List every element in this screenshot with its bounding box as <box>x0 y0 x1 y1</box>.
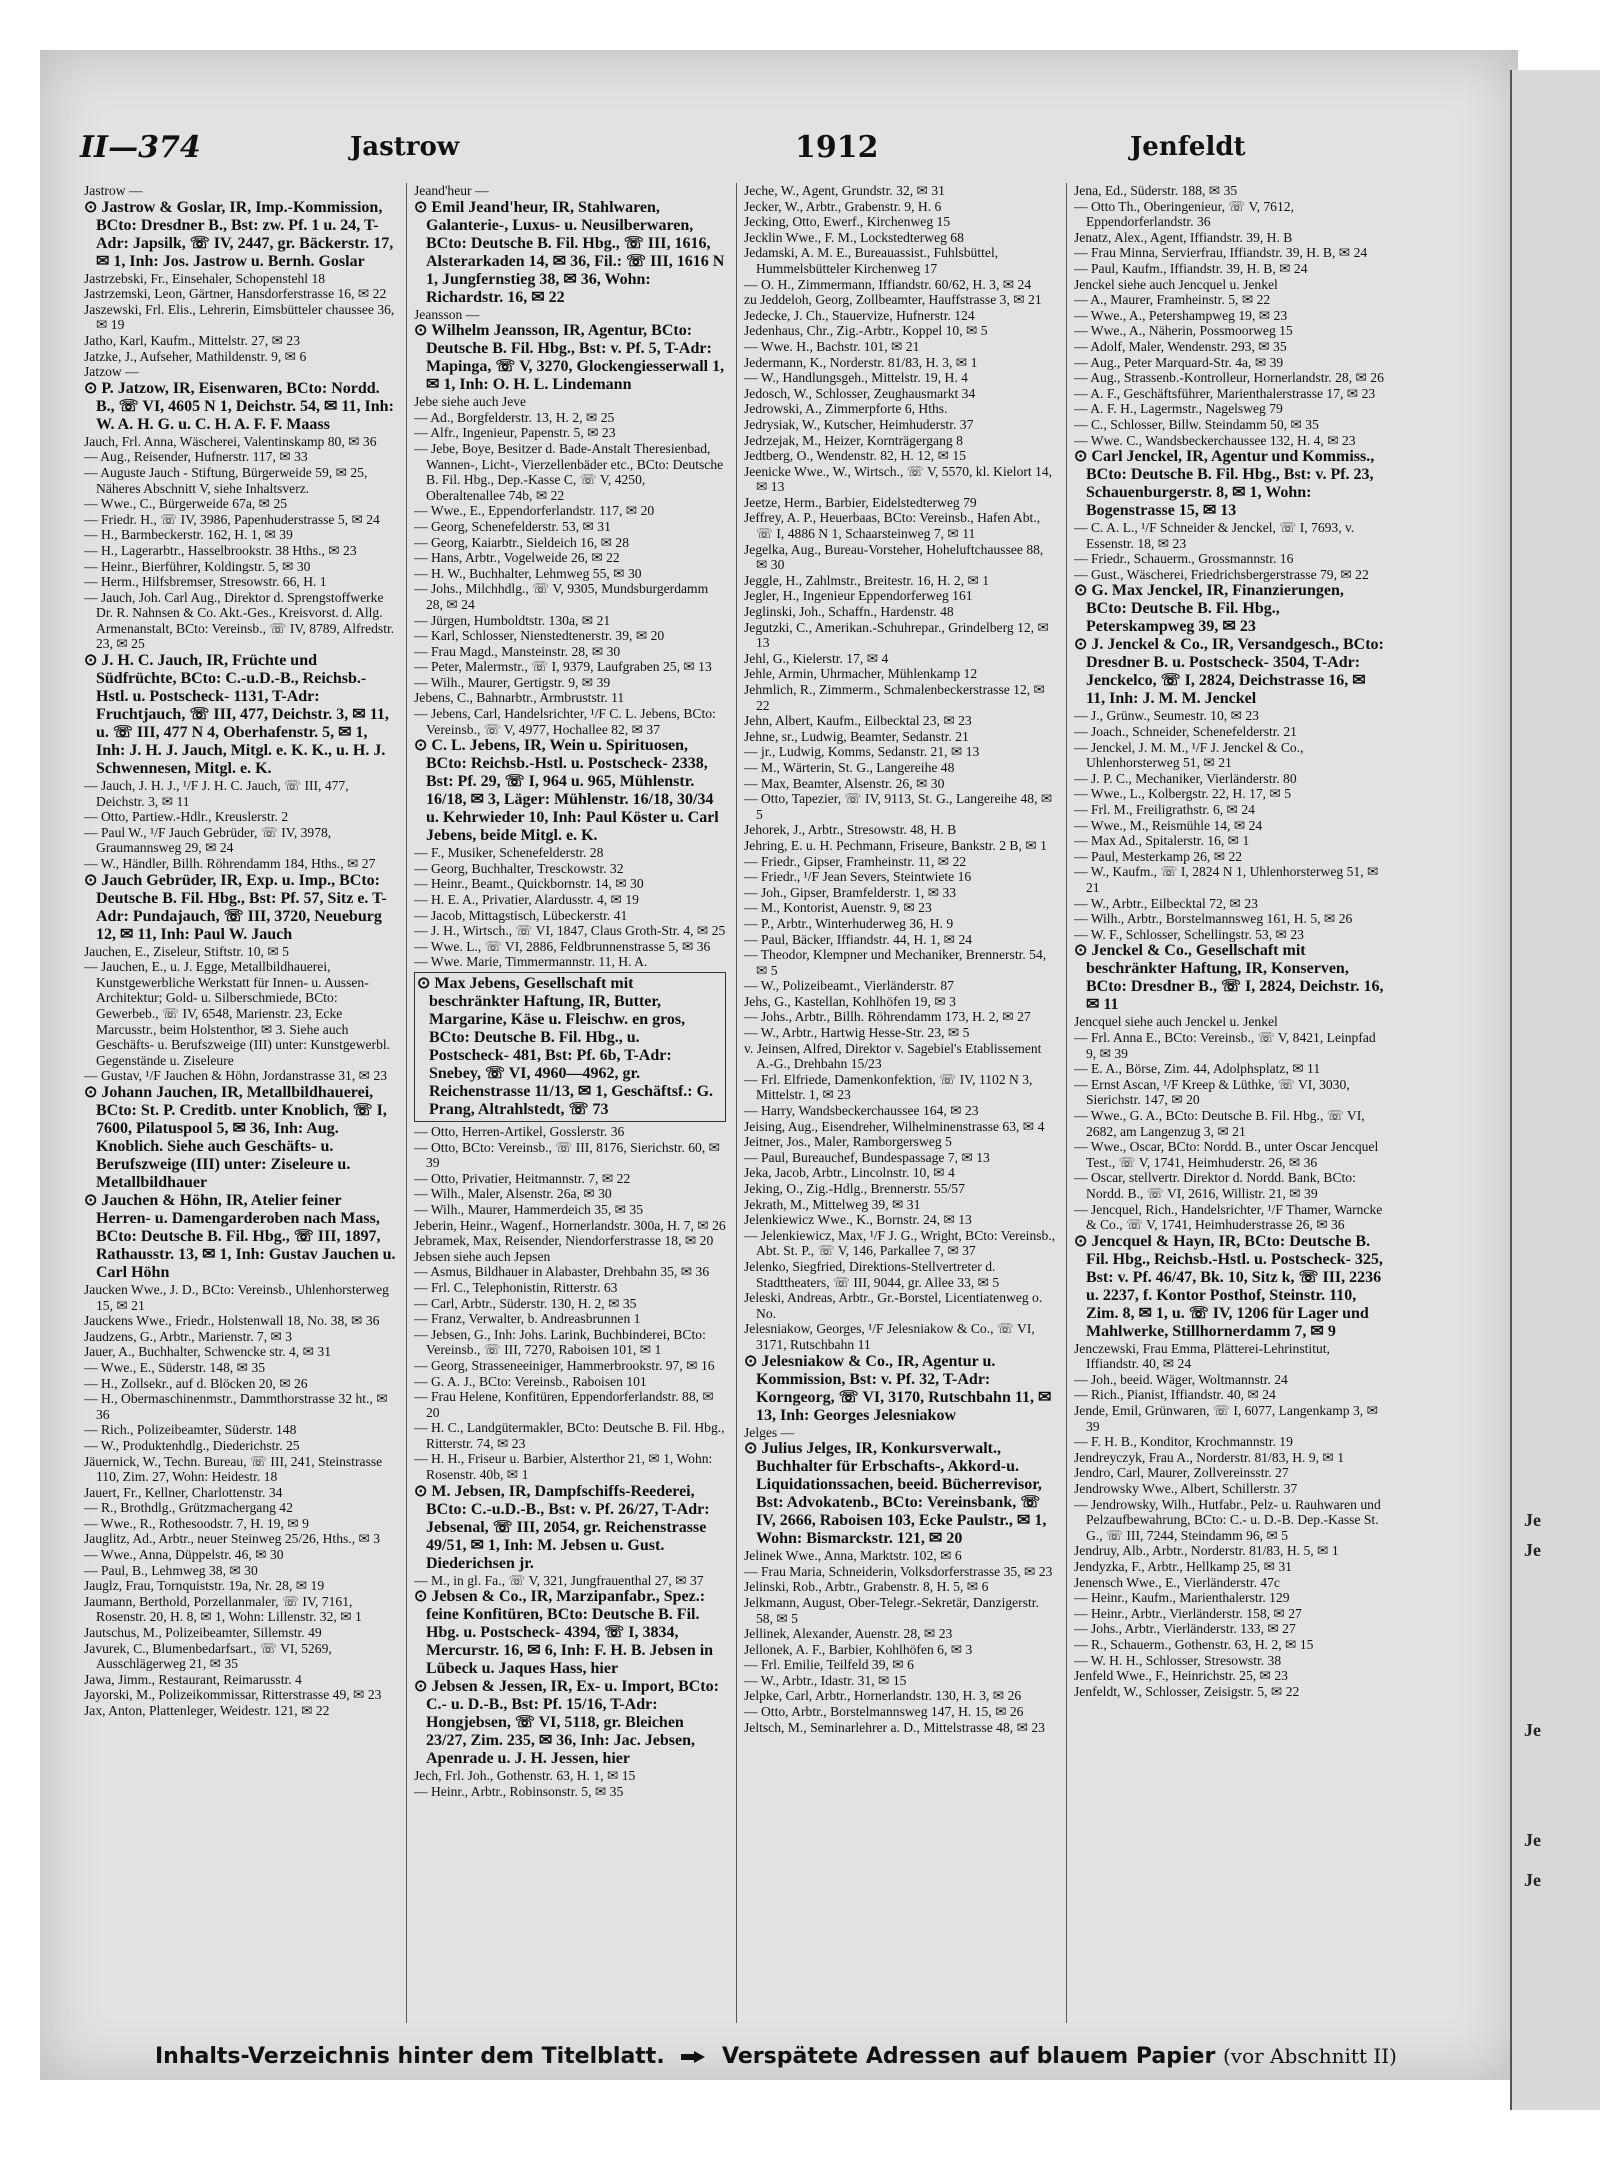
directory-entry: — Ernst Ascan, ¹/F Kreep & Lüthke, ☏ VI, 3030, Sierichstr. 147, ✉ 20 <box>1074 1076 1350 1108</box>
directory-entry: Jatzow — <box>84 364 139 380</box>
directory-entry: — Frau Magd., Mansteinstr. 28, ✉ 30 <box>414 643 621 659</box>
directory-entry: — W., Arbtr., Hartwig Hesse-Str. 23, ✉ 5 <box>744 1025 970 1041</box>
column-divider <box>736 183 737 2023</box>
page-header <box>80 130 1246 170</box>
directory-entry: Jauglz, Frau, Tornquiststr. 19a, Nr. 28, ✉ 19 <box>84 1578 325 1594</box>
directory-entry: Jebe siehe auch Jeve <box>414 394 527 410</box>
directory-entry: — Wwe., C., Bürgerweide 67a, ✉ 25 <box>84 496 288 512</box>
firm-entry: ⊙ J. H. C. Jauch, IR, Früchte und Südfrüchte, BCto: C.-u.D.-B., Reichsb.-Hstl. u. Postscheck- 1131, T-Adr: Fruchtjauch, ☏ III, 477, Deichstr. 3, ✉ 11, u. ☏ III, 477 N 4, Oberhafenstr. 5, ✉ 1, Inh: J. H. J. Jauch, Mitgl. e. K. K., u. H. J. Schwennesen, Mitgl. e. K. <box>84 652 389 778</box>
page-number: II—374 <box>80 130 201 165</box>
directory-entry: — M., Wärterin, St. G., Langereihe 48 <box>744 759 955 775</box>
directory-entry: — Paul, Mesterkamp 26, ✉ 22 <box>1074 848 1243 864</box>
directory-entry: — F., Musiker, Schenefelderstr. 28 <box>414 845 604 861</box>
directory-entry: Jedrzejak, M., Heizer, Kornträgergang 8 <box>744 432 963 448</box>
directory-entry: — Adolf, Maler, Wendenstr. 293, ✉ 35 <box>1074 338 1287 354</box>
directory-entry: Jedtberg, O., Wendenstr. 82, H. 12, ✉ 15 <box>744 448 966 464</box>
directory-entry: Jehne, sr., Ludwig, Beamter, Sedanstr. 21 <box>744 728 969 744</box>
firm-entry: ⊙ Emil Jeand'heur, IR, Stahlwaren, Galanterie-, Luxus- u. Neusilberwaren, BCto: Deutsche B. Fil. Hbg., ☏ III, 1616, Alsterarkaden 14, ✉ 36, Fil.: ☏ III, 1616 N 1, Jungfernstieg 38, ✉ 36, Wohn: Richardstr. 16, ✉ 22 <box>414 198 725 306</box>
firm-entry: ⊙ Max Jebens, Gesellschaft mit beschränkter Haftung, IR, Butter, Margarine, Käse u. Fleischw. en gros, BCto: Deutsche B. Fil. Hbg., u. Postscheck- 481, Bst: Pf. 6b, T-Adr: Snebey, ☏ VI, 4960—4962, gr. Reichenstrasse 11/13, ✉ 1, Geschäftsf.: G. Prang, Altrahlstedt, ☏ 73 <box>414 972 726 1122</box>
directory-entry: — Wilh., Maurer, Hammerdeich 35, ✉ 35 <box>414 1201 644 1217</box>
directory-entry: — Rich., Polizeibeamter, Süderstr. 148 <box>84 1422 297 1438</box>
directory-entry: Jendrowsky Wwe., Albert, Schillerstr. 37 <box>1074 1481 1298 1497</box>
directory-entry: — Wwe., E., Eppendorferlandstr. 117, ✉ 20 <box>414 503 655 519</box>
directory-entry: — J. H., Wirtsch., ☏ VI, 1847, Claus Groth-Str. 4, ✉ 25 <box>414 923 726 939</box>
directory-entry: Jecklin Wwe., F. M., Lockstedterweg 68 <box>744 229 964 245</box>
directory-entry: — Jauch, J. H. J., ¹/F J. H. C. Jauch, ☏ III, 477, Deichstr. 3, ✉ 11 <box>84 778 349 809</box>
directory-entry: — Wwe., Anna, Düppelstr. 46, ✉ 30 <box>84 1547 284 1563</box>
directory-entry: Jegutzki, C., Amerikan.-Schuhrepar., Grindelberg 12, ✉ 13 <box>744 619 1049 651</box>
firm-entry: ⊙ Jencquel & Hayn, IR, BCto: Deutsche B. Fil. Hbg., Reichsb.-Hstl. u. Postscheck- 325, Bst: v. Pf. 46/47, Bk. 10, Sitz k, ☏ III, 2236 u. 2237, f. Kontor Posthof, Steinstr. 110, Zim. 8, ✉ 1, u. ☏ IV, 1206 für Lager und Mahlwerke, Stillhornerdamm 7, ✉ 9 <box>1074 1232 1383 1340</box>
directory-entry: Jebens, C., Bahnarbtr., Armbruststr. 11 <box>414 690 625 706</box>
directory-entry: — C. A. L., ¹/F Schneider & Jenckel, ☏ I, 7693, v. Essenstr. 18, ✉ 23 <box>1074 520 1355 551</box>
directory-entry: Jeenicke Wwe., W., Wirtsch., ☏ V, 5570, kl. Kielort 14, ✉ 13 <box>744 463 1053 495</box>
firm-entry: ⊙ Jelesniakow & Co., IR, Agentur u. Kommission, Bst: v. Pf. 32, T-Adr: Korngeorg, ☏ VI, 3170, Rutschbahn 11, ✉ 13, Inh: Georges Jelesniakow <box>744 1352 1052 1424</box>
directory-entry: — Georg, Buchhalter, Tresckowstr. 32 <box>414 860 624 876</box>
directory-entry: Jebsen siehe auch Jepsen <box>414 1248 551 1264</box>
directory-entry: — Aug., Strassenb.-Kontrolleur, Hornerlandstr. 28, ✉ 26 <box>1074 370 1384 386</box>
directory-entry: — Joh., beeid. Wäger, Woltmannstr. 24 <box>1074 1371 1288 1387</box>
directory-entry: — Otto, Herren-Artikel, Gosslerstr. 36 <box>414 1124 625 1139</box>
directory-entry: — Asmus, Bildhauer in Alabaster, Drehbahn 35, ✉ 36 <box>414 1264 710 1280</box>
directory-entry: — Georg, Strasseneeiniger, Hammerbrookstr. 97, ✉ 16 <box>414 1357 715 1373</box>
directory-entry: — M., Kontorist, Auenstr. 9, ✉ 23 <box>744 900 932 916</box>
directory-entry: — Wwe. C., Wandsbeckerchaussee 132, H. 4, ✉ 23 <box>1074 432 1356 448</box>
directory-entry: — Otto, Partiew.-Hdlr., Kreuslerstr. 2 <box>84 809 289 825</box>
directory-entry: Jena, Ed., Süderstr. 188, ✉ 35 <box>1074 183 1238 198</box>
directory-entry: — Hans, Arbtr., Vogelweide 26, ✉ 22 <box>414 550 620 566</box>
directory-entry: Jebramek, Max, Reisender, Niendorferstrasse 18, ✉ 20 <box>414 1233 714 1249</box>
directory-entry: Jedrysiak, W., Kutscher, Heimhuderstr. 37 <box>744 416 974 432</box>
directory-entry: — H., Lagerarbtr., Hasselbrookstr. 38 Hths., ✉ 23 <box>84 542 357 558</box>
directory-entry: — Otto Th., Oberingenieur, ☏ V, 7612, Eppendorferlandstr. 36 <box>1074 198 1294 230</box>
directory-entry: Jende, Emil, Grünwaren, ☏ I, 6077, Langenkamp 3, ✉ 39 <box>1074 1403 1378 1434</box>
directory-entry: v. Jeinsen, Alfred, Direktor v. Sagebiel's Etablissement A.-G., Drehbahn 15/23 <box>744 1040 1042 1072</box>
directory-entry: — Friedr., Gipser, Framheinstr. 11, ✉ 22 <box>744 853 967 869</box>
directory-entry: Jelkmann, August, Ober-Telegr.-Sekretär, Danzigerstr. 58, ✉ 5 <box>744 1594 1039 1626</box>
directory-entry: — W., Arbtr., Idastr. 31, ✉ 15 <box>744 1672 907 1688</box>
directory-entry: — M., in gl. Fa., ☏ V, 321, Jungfrauenthal 27, ✉ 37 <box>414 1572 704 1588</box>
directory-entry: — Wilh., Maurer, Gertigstr. 9, ✉ 39 <box>414 674 611 690</box>
header-left-catchword: Jastrow <box>350 132 460 162</box>
directory-entry: Jecker, W., Arbtr., Grabenstr. 9, H. 6 <box>744 198 942 214</box>
directory-entry: — R., Brothdlg., Grützmachergang 42 <box>84 1500 293 1516</box>
directory-entry: — Jauch, Joh. Carl Aug., Direktor d. Sprengstoffwerke Dr. R. Nahnsen & Co. Akt.-Ges., Kreisvorst. d. Allg. Armenanstalt, BCto: Vereinsb., ☏ IV, 8789, Alfredstr. 23, ✉ 25 <box>84 589 395 652</box>
firm-entry: ⊙ Jauchen & Höhn, IR, Atelier feiner Herren- u. Damengarderoben nach Mass, BCto: Deutsche B. Fil. Hbg., ☏ III, 1897, Rathausstr. 13, ✉ 1, Inh: Gustav Jauchen u. Carl Höhn <box>84 1191 396 1281</box>
directory-entry: Jaumann, Berthold, Porzellanmaler, ☏ IV, 7161, Rosenstr. 20, H. 8, ✉ 1, Wohn: Lillenstr. 32, ✉ 1 <box>84 1593 362 1625</box>
directory-entry: Jäuernick, W., Techn. Bureau, ☏ III, 241, Steinstrasse 110, Zim. 27, Wohn: Heidestr. 18 <box>84 1453 383 1485</box>
directory-entry: Jauch, Frl. Anna, Wäscherei, Valentinskamp 80, ✉ 36 <box>84 433 377 449</box>
directory-entry: — Jürgen, Humboldtstr. 130a, ✉ 21 <box>414 612 611 628</box>
directory-entry: Jeleski, Andreas, Arbtr., Gr.-Borstel, Licentiatenweg o. No. <box>744 1290 1043 1321</box>
directory-entry: — W. F., Schlosser, Schellingstr. 53, ✉ 23 <box>1074 926 1304 942</box>
directory-entry: — Joh., Gipser, Bramfelderstr. 1, ✉ 33 <box>744 884 957 900</box>
directory-entry: Jenatz, Alex., Agent, Iffiandstr. 39, H. B <box>1074 229 1293 245</box>
directory-entry: — Carl, Arbtr., Süderstr. 130, H. 2, ✉ 35 <box>414 1295 637 1311</box>
directory-entry: Jaucken Wwe., J. D., BCto: Vereinsb., Uhlenhorsterweg 15, ✉ 21 <box>84 1281 389 1313</box>
directory-entry: — Frl. M., Freiligrathstr. 6, ✉ 24 <box>1074 802 1255 818</box>
directory-entry: Jeitner, Jos., Maler, Ramborgersweg 5 <box>744 1134 952 1150</box>
footer-section-note: (vor Abschnitt II) <box>1222 2044 1397 2068</box>
directory-entry: — Heinr., Beamt., Quickbornstr. 14, ✉ 30 <box>414 876 644 892</box>
directory-entry: Jehmlich, R., Zimmerm., Schmalenbeckerstrasse 12, ✉ 22 <box>744 682 1045 713</box>
directory-entry: Jeffrey, A. P., Heuerbaas, BCto: Vereinsb., Hafen Abt., ☏ I, 4886 N 1, Schaarsteinweg 7, ✉ 11 <box>744 510 1041 542</box>
firm-entry: ⊙ Carl Jenckel, IR, Agentur und Kommiss., BCto: Deutsche B. Fil. Hbg., Bst: v. Pf. 23, Schauenburgerstr. 8, ✉ 1, Wohn: Bogenstrasse 15, ✉ 13 <box>1074 448 1375 520</box>
directory-entry: Jendyzka, F., Arbtr., Hellkamp 25, ✉ 31 <box>1074 1559 1292 1574</box>
directory-column-3 <box>744 183 1056 2023</box>
firm-entry: ⊙ Johann Jauchen, IR, Metallbildhauerei, BCto: St. P. Creditb. unter Knoblich, ☏ I, 7600, Pilatuspool 5, ✉ 36, Inh: Aug. Knoblich. Siehe auch Geschäfts- u. Berufszweige (III) unter: Ziseleure u. Metallbildhauer <box>84 1083 387 1191</box>
directory-entry: — Friedr., ¹/F Jean Severs, Steintwiete 16 <box>744 869 972 885</box>
directory-entry: Jelinek Wwe., Anna, Marktstr. 102, ✉ 6 <box>744 1548 962 1564</box>
directory-entry: Jaszewski, Frl. Elis., Lehrerin, Eimsbütteler chaussee 36, ✉ 19 <box>84 301 395 333</box>
directory-entry: — Friedr. H., ☏ IV, 3986, Papenhuderstrasse 5, ✉ 24 <box>84 511 380 527</box>
firm-entry: ⊙ Jenckel & Co., Gesellschaft mit beschränkter Haftung, IR, Konserven, BCto: Dresdner B., ☏ I, 2824, Deichstr. 16, ✉ 11 <box>1074 942 1384 1014</box>
directory-entry: Jayorski, M., Polizeikommissar, Ritterstrasse 49, ✉ 23 <box>84 1687 382 1703</box>
directory-entry: — Peter, Malermstr., ☏ I, 9379, Laufgraben 25, ✉ 13 <box>414 659 712 675</box>
directory-entry: — Frau Helene, Konfitüren, Eppendorferlandstr. 88, ✉ 20 <box>414 1389 714 1420</box>
directory-entry: Jastrzemski, Leon, Gärtner, Hansdorferstrasse 16, ✉ 22 <box>84 286 387 302</box>
directory-entry: — jr., Ludwig, Komms, Sedanstr. 21, ✉ 13 <box>744 744 980 760</box>
directory-entry: — Max Ad., Spitalerstr. 16, ✉ 1 <box>1074 833 1250 849</box>
directory-entry: — W., Produktenhdlg., Diederichstr. 25 <box>84 1437 300 1453</box>
pointing-hand-icon <box>680 2050 706 2064</box>
firm-entry: ⊙ Jebsen & Co., IR, Marzipanfabr., Spez.: feine Konfitüren, BCto: Deutsche B. Fil. Hbg. u. Postscheck- 4394, ☏ I, 3834, Mercurstr. 16, ✉ 6, Inh: F. H. B. Jebsen in Lübeck u. Jaques Hass, hier <box>414 1588 714 1678</box>
directory-entry: — A., Maurer, Framheinstr. 5, ✉ 22 <box>1074 292 1271 308</box>
directory-entry: Jax, Anton, Plattenleger, Weidestr. 121, ✉ 22 <box>84 1703 330 1718</box>
directory-entry: — Aug., Reisender, Hufnerstr. 117, ✉ 33 <box>84 449 308 465</box>
directory-entry: Jauckens Wwe., Friedr., Holstenwall 18, No. 38, ✉ 36 <box>84 1313 380 1329</box>
directory-entry: — J. P. C., Mechaniker, Vierländerstr. 80 <box>1074 770 1297 786</box>
directory-entry: Jehn, Albert, Kaufm., Eilbecktal 23, ✉ 23 <box>744 713 972 729</box>
directory-entry: — Alfr., Ingenieur, Papenstr. 5, ✉ 23 <box>414 425 616 441</box>
directory-entry: — H., Barmbeckerstr. 162, H. 1, ✉ 39 <box>84 527 293 543</box>
directory-entry: — Otto, Privatier, Heitmannstr. 7, ✉ 22 <box>414 1170 631 1186</box>
directory-entry: Jecking, Otto, Ewerf., Kirchenweg 15 <box>744 214 951 230</box>
directory-entry: — Ad., Borgfelderstr. 13, H. 2, ✉ 25 <box>414 409 615 425</box>
directory-entry: Jendruy, Alb., Arbtr., Norderstr. 81/83, H. 5, ✉ 1 <box>1074 1543 1339 1559</box>
directory-entry: — W. H. H., Schlosser, Stresowstr. 38 <box>1074 1652 1282 1668</box>
directory-entry: Jelesniakow, Georges, ¹/F Jelesniakow & Co., ☏ VI, 3171, Rutschbahn 11 <box>744 1321 1035 1352</box>
directory-entry: — H. C., Landgütermakler, BCto: Deutsche B. Fil. Hbg., Ritterstr. 74, ✉ 23 <box>414 1420 725 1451</box>
directory-entry: — Frau Maria, Schneiderin, Volksdorferstrasse 35, ✉ 23 <box>744 1563 1053 1579</box>
directory-entry: — Paul, Kaufm., Iffiandstr. 39, H. B, ✉ 24 <box>1074 260 1308 276</box>
header-year: 1912 <box>795 130 879 165</box>
directory-entry: — Jelenkiewicz, Max, ¹/F J. G., Wright, BCto: Vereinsb., Abt. St. P., ☏ V, 146, Parkallee 7, ✉ 37 <box>744 1227 1056 1259</box>
directory-entry: Jatho, Karl, Kaufm., Mittelstr. 27, ✉ 23 <box>84 332 301 348</box>
directory-entry: — A. F. H., Lagermstr., Nagelsweg 79 <box>1074 401 1283 417</box>
directory-entry: — Wilh., Maler, Alsenstr. 26a, ✉ 30 <box>414 1186 612 1202</box>
directory-entry: Jautschus, M., Polizeibeamter, Sillemstr. 49 <box>84 1625 322 1641</box>
directory-entry: Jastrzebski, Fr., Einsehaler, Schopenstehl 18 <box>84 270 326 286</box>
directory-entry: — Wwe. L., ☏ VI, 2886, Feldbrunnenstrasse 5, ✉ 36 <box>414 938 711 954</box>
directory-entry: Jauglitz, Ad., Arbtr., neuer Steinweg 25/26, Hths., ✉ 3 <box>84 1531 381 1547</box>
firm-entry: ⊙ P. Jatzow, IR, Eisenwaren, BCto: Nordd. B., ☏ VI, 4605 N 1, Deichstr. 54, ✉ 11, Inh: W. A. H. G. u. C. H. A. F. F. Maass <box>84 379 394 433</box>
directory-entry: — Paul, B., Lehmweg 38, ✉ 30 <box>84 1562 258 1578</box>
firm-entry: ⊙ C. L. Jebens, IR, Wein u. Spirituosen, BCto: Reichsb.-Hstl. u. Postscheck- 2338, Bst: Pf. 29, ☏ I, 964 u. 965, Mühlenstr. 16/18, ✉ 3, Läger: Mühlenstr. 16/18, 30/34 u. Kehrwieder 10, Inh: Paul Köster u. Carl Jebens, beide Mitgl. e. K. <box>414 737 719 845</box>
directory-entry: Jelpke, Carl, Arbtr., Hornerlandstr. 130, H. 3, ✉ 26 <box>744 1688 1022 1704</box>
directory-entry: — H., Zollsekr., auf d. Blöcken 20, ✉ 26 <box>84 1375 308 1391</box>
directory-entry: — H. W., Buchhalter, Lehmweg 55, ✉ 30 <box>414 565 642 581</box>
directory-entry: — Heinr., Bierführer, Koldingstr. 5, ✉ 30 <box>84 558 311 574</box>
directory-entry: — Paul, Bäcker, Iffiandstr. 44, H. 1, ✉ 24 <box>744 931 973 947</box>
adjacent-page-fragment: Je <box>1524 1870 1541 1890</box>
directory-entry: — Friedr., Schauerm., Grossmannstr. 16 <box>1074 551 1294 567</box>
directory-entry: Jedenhaus, Chr., Zig.-Arbtr., Koppel 10, ✉ 5 <box>744 323 988 339</box>
directory-entry: Jeggle, H., Zahlmstr., Breitestr. 16, H. 2, ✉ 1 <box>744 572 990 588</box>
directory-entry: — Wwe., E., Süderstr. 148, ✉ 35 <box>84 1359 266 1375</box>
firm-entry: ⊙ Wilhelm Jeansson, IR, Agentur, BCto: Deutsche B. Fil. Hbg., Bst: v. Pf. 5, T-Adr: Mapinga, ☏ V, 3270, Glockengiesserwall 1, ✉ 1, Inh: O. H. L. Lindemann <box>414 322 725 394</box>
directory-entry: — Jenckel, J. M. M., ¹/F J. Jenckel & Co., Uhlenhorsterweg 51, ✉ 21 <box>1074 739 1304 771</box>
directory-entry: — W., Handlungsgeh., Mittelstr. 19, H. 4 <box>744 370 968 386</box>
directory-entry: — Wwe., R., Rothesoodstr. 7, H. 19, ✉ 9 <box>84 1515 309 1531</box>
directory-entry: — Heinr., Arbtr., Robinsonstr. 5, ✉ 35 <box>414 1783 624 1799</box>
directory-entry: Jellonek, A. F., Barbier, Kohlhöfen 6, ✉ 3 <box>744 1641 973 1657</box>
directory-entry: — H. E. A., Privatier, Alardusstr. 4, ✉ 19 <box>414 892 639 908</box>
directory-entry: — Otto, Tapezier, ☏ IV, 9113, St. G., Langereihe 48, ✉ 5 <box>744 791 1053 822</box>
directory-entry: Jehl, G., Kielerstr. 17, ✉ 4 <box>744 650 889 666</box>
footer-index-note: Inhalts-Verzeichnis hinter dem Titelblatt. <box>155 2044 665 2069</box>
directory-entry: Jedrowski, A., Zimmerpforte 6, Hths. <box>744 401 948 417</box>
directory-column-4 <box>1074 183 1386 2023</box>
directory-entry: — Jebe, Boye, Besitzer d. Bade-Anstalt Theresienbad, Wannen-, Licht-, Vierzellenbäder etc., BCto: Deutsche B. Fil. Hbg., Dep.-Kasse C, ☏ V, 4250, Oberaltenallee 74b, ✉ 22 <box>414 440 724 503</box>
directory-entry: Jeka, Jacob, Arbtr., Lincolnstr. 10, ✉ 4 <box>744 1165 955 1181</box>
firm-entry: ⊙ G. Max Jenckel, IR, Finanzierungen, BCto: Deutsche B. Fil. Hbg., Peterskampweg 39, ✉ 23 <box>1074 582 1344 636</box>
directory-entry: — Max, Beamter, Alsenstr. 26, ✉ 30 <box>744 775 945 791</box>
directory-entry: — Wwe. Marie, Timmermannstr. 11, H. A. <box>414 954 648 970</box>
directory-entry: Jegelka, Aug., Bureau-Vorsteher, Hoheluftchaussee 88, ✉ 30 <box>744 541 1044 573</box>
directory-entry: — R., Schauerm., Gothenstr. 63, H. 2, ✉ 15 <box>1074 1636 1314 1652</box>
directory-entry: — Frl. Emilie, Teilfeld 39, ✉ 6 <box>744 1657 914 1673</box>
adjacent-page-fragment: Je <box>1524 1540 1541 1560</box>
directory-entry: Jedosch, W., Schlosser, Zeughausmarkt 34 <box>744 385 976 401</box>
directory-entry: — F. H. B., Konditor, Krochmannstr. 19 <box>1074 1434 1293 1450</box>
directory-entry: — W., Kaufm., ☏ I, 2824 N 1, Uhlenhorsterweg 51, ✉ 21 <box>1074 864 1379 895</box>
directory-entry: Jehorek, J., Arbtr., Stresowstr. 48, H. B <box>744 822 957 838</box>
directory-entry: — Jauchen, E., u. J. Egge, Metallbildhauerei, Kunstgewerbliche Werkstatt für Innen- u. Aussen-Architektur; Gold- u. Silberschmiede, BCto: Gewerbeb., ☏ IV, 6548, Marienstr. 23, Ecke Marcusstr., beim Holstenthor, ✉ 3. Siehe auch Geschäfts- u. Berufszweige (III) unter: Kunstgewerbl. Gegenstände u. Ziseleure <box>84 959 391 1068</box>
directory-entry: — J., Grünw., Seumestr. 10, ✉ 23 <box>1074 708 1259 724</box>
directory-entry: Jawa, Jimm., Restaurant, Reimarusstr. 4 <box>84 1671 302 1687</box>
directory-entry: — W., Polizeibeamt., Vierländerstr. 87 <box>744 978 954 994</box>
directory-entry: — Johs., Milchhdlg., ☏ V, 9305, Mundsburgerdamm 28, ✉ 24 <box>414 581 709 612</box>
page-footer <box>155 2044 1397 2084</box>
header-right-catchword: Jenfeldt <box>1130 132 1246 162</box>
directory-entry: — O. H., Zimmermann, Iffiandstr. 60/62, H. 3, ✉ 24 <box>744 276 1032 292</box>
directory-entry: — Theodor, Klempner und Mechaniker, Brennerstr. 54, ✉ 5 <box>744 947 1047 978</box>
directory-entry: Jekrath, M., Mittelweg 39, ✉ 31 <box>744 1196 921 1212</box>
adjacent-page-fragment: Je <box>1524 1830 1541 1850</box>
firm-entry: ⊙ Julius Jelges, IR, Konkursverwalt., Buchhalter für Erbschafts-, Akkord-u. Liquidationssachen, beeid. Bücherrevisor, Bst: Advokatenb., BCto: Vereinsbank, ☏ IV, 2666, Raboisen 103, Ecke Paulstr., ✉ 1, Wohn: Bismarckstr. 121, ✉ 20 <box>744 1440 1047 1548</box>
directory-entry: — Frau Minna, Servierfrau, Iffiandstr. 39, H. B, ✉ 24 <box>1074 245 1368 261</box>
directory-entry: Jenczewski, Frau Emma, Plätterei-Lehrinstitut, Iffiandstr. 40, ✉ 24 <box>1074 1340 1330 1372</box>
directory-entry: — Johs., Arbtr., Billh. Röhrendamm 173, H. 2, ✉ 27 <box>744 1009 1031 1025</box>
directory-entry: Jastrow — <box>84 183 143 198</box>
directory-entry: — Georg, Kaiarbtr., Sieldeich 16, ✉ 28 <box>414 534 630 550</box>
firm-entry: ⊙ Jauch Gebrüder, IR, Exp. u. Imp., BCto: Deutsche B. Fil. Hbg., Bst: Pf. 57, Sitz e. T-Adr: Pundajauch, ☏ III, 3720, Neueburg 12, ✉ 11, Inh: Paul W. Jauch <box>84 871 387 943</box>
directory-entry: — Paul W., ¹/F Jauch Gebrüder, ☏ IV, 3978, Graumannsweg 29, ✉ 24 <box>84 824 332 856</box>
directory-entry: — Georg, Schenefelderstr. 53, ✉ 31 <box>414 518 611 534</box>
directory-entry: — H. H., Friseur u. Barbier, Alsterthor 21, ✉ 1, Wohn: Rosenstr. 40b, ✉ 1 <box>414 1451 713 1483</box>
directory-entry: Jenensch Wwe., E., Vierländerstr. 47c <box>1074 1574 1280 1590</box>
adjacent-page-fragment: Je <box>1524 1720 1541 1740</box>
directory-entry: Jatzke, J., Aufseher, Mathildenstr. 9, ✉ 6 <box>84 348 307 364</box>
directory-entry: Jeking, O., Zig.-Hdlg., Brennerstr. 55/57 <box>744 1181 965 1196</box>
directory-entry: — Jencquel, Rich., Handelsrichter, ¹/F Thamer, Warncke & Co., ☏ V, 1741, Heimhuderstrasse 26, ✉ 36 <box>1074 1201 1383 1233</box>
column-divider <box>406 183 407 2023</box>
directory-entry: — Franz, Verwalter, b. Andreasbrunnen 1 <box>414 1311 641 1327</box>
directory-entry: — E. A., Börse, Zim. 44, Adolphsplatz, ✉ 11 <box>1074 1061 1321 1077</box>
directory-entry: — Otto, BCto: Vereinsb., ☏ III, 8176, Sierichstr. 60, ✉ 39 <box>414 1139 721 1171</box>
directory-entry: — W., Händler, Billh. Röhrendamm 184, Hths., ✉ 27 <box>84 856 376 872</box>
directory-entry: Jedermann, K., Norderstr. 81/83, H. 3, ✉ 1 <box>744 354 978 370</box>
directory-column-1 <box>84 183 396 2023</box>
directory-entry: — Jendrowsky, Wilh., Hutfabr., Pelz- u. Rauhwaren und Pelzaufbewahrung, BCto: C.- u. D.-B. Dep.-Kasse St. G., ☏ III, 7244, Steindamm 96, ✉ 5 <box>1074 1496 1381 1543</box>
directory-entry: — Karl, Schlosser, Nienstedtenerstr. 39, ✉ 20 <box>414 628 665 644</box>
directory-entry: — Rich., Pianist, Iffiandstr. 40, ✉ 24 <box>1074 1387 1276 1403</box>
directory-entry: zu Jeddeloh, Georg, Zollbeamter, Hauffstrasse 3, ✉ 21 <box>744 292 1042 308</box>
directory-entry: Jeglinski, Joh., Schaffn., Hardenstr. 48 <box>744 604 954 620</box>
directory-entry: Jauer, A., Buchhalter, Schwencke str. 4, ✉ 31 <box>84 1344 332 1360</box>
directory-entry: Jauert, Fr., Kellner, Charlottenstr. 34 <box>84 1484 283 1500</box>
directory-entry: — Auguste Jauch - Stiftung, Bürgerweide 59, ✉ 25, Näheres Abschnitt V, siehe Inhaltsverz. <box>84 464 368 496</box>
directory-entry: Jencquel siehe auch Jenckel u. Jenkel <box>1074 1014 1278 1030</box>
directory-entry: — Jebens, Carl, Handelsrichter, ¹/F C. L. Jebens, BCto: Vereinsb., ☏ V, 4977, Hochallee 82, ✉ 37 <box>414 706 716 737</box>
directory-entry: — Joach., Schneider, Schenefelderstr. 21 <box>1074 724 1297 740</box>
directory-entry: Jendro, Carl, Maurer, Zollvereinsstr. 27 <box>1074 1465 1289 1481</box>
directory-entry: Jedamski, A. M. E., Bureauassist., Fuhlsbüttel, Hummelsbütteler Kirchenweg 17 <box>744 245 999 276</box>
directory-entry: — Otto, Arbtr., Borstelmannsweg 147, H. 15, ✉ 26 <box>744 1704 1024 1720</box>
directory-entry: Jech, Frl. Joh., Gothenstr. 63, H. 1, ✉ 15 <box>414 1768 636 1784</box>
directory-entry: Jendreyczyk, Frau A., Norderstr. 81/83, H. 9, ✉ 1 <box>1074 1449 1345 1465</box>
adjacent-page-fragment: Je <box>1524 1510 1541 1530</box>
directory-entry: — Johs., Arbtr., Vierländerstr. 133, ✉ 27 <box>1074 1621 1296 1637</box>
directory-entry: — Wwe., L., Kolbergstr. 22, H. 17, ✉ 5 <box>1074 786 1292 802</box>
directory-entry: Jeltsch, M., Seminarlehrer a. D., Mittelstrasse 48, ✉ 23 <box>744 1719 1045 1735</box>
directory-entry: Jauchen, E., Ziseleur, Stiftstr. 10, ✉ 5 <box>84 943 289 959</box>
directory-entry: Jenfeld Wwe., F., Heinrichstr. 25, ✉ 23 <box>1074 1668 1288 1684</box>
directory-entry: — Heinr., Arbtr., Vierländerstr. 158, ✉ 27 <box>1074 1605 1302 1621</box>
directory-entry: — Wwe., Oscar, BCto: Nordd. B., unter Oscar Jencquel Test., ☏ V, 1741, Heimhuderstr. 26, ✉ 36 <box>1074 1139 1379 1170</box>
directory-entry: Jelinski, Rob., Arbtr., Grabenstr. 8, H. 5, ✉ 6 <box>744 1579 989 1595</box>
directory-entry: — Wilh., Arbtr., Borstelmannsweg 161, H. 5, ✉ 26 <box>1074 911 1353 927</box>
firm-entry: ⊙ J. Jenckel & Co., IR, Versandgesch., BCto: Dresdner B. u. Postscheck- 3504, T-Adr: Jenckelco, ☏ I, 2824, Deichstrasse 16, ✉ 11, Inh: J. M. M. Jenckel <box>1074 636 1384 708</box>
directory-entry: — Wwe., M., Reismühle 14, ✉ 24 <box>1074 817 1263 833</box>
directory-entry: — H., Obermaschinenmstr., Dammthorstrasse 32 ht., ✉ 36 <box>84 1391 388 1422</box>
directory-entry: — Oscar, stellvertr. Direktor d. Nordd. Bank, BCto: Nordd. B., ☏ VI, 2616, Willistr. 21, ✉ 39 <box>1074 1170 1356 1201</box>
directory-entry: — Harry, Wandsbeckerchaussee 164, ✉ 23 <box>744 1103 979 1119</box>
directory-entry: Jellinek, Alexander, Auenstr. 28, ✉ 23 <box>744 1626 953 1642</box>
directory-entry: — P., Arbtr., Winterhuderweg 36, H. 9 <box>744 915 954 931</box>
directory-entry: — C., Schlosser, Billw. Steindamm 50, ✉ 35 <box>1074 416 1319 432</box>
directory-entry: — Frl. Elfriede, Damenkonfektion, ☏ IV, 1102 N 3, Mittelstr. 1, ✉ 23 <box>744 1071 1033 1103</box>
directory-entry: Jehle, Armin, Uhrmacher, Mühlenkamp 12 <box>744 666 978 682</box>
firm-entry: ⊙ M. Jebsen, IR, Dampfschiffs-Reederei, BCto: C.-u.D.-B., Bst: v. Pf. 26/27, T-Adr: Jebsenal, ☏ III, 2054, gr. Reichenstrasse 49/51, ✉ 1, Inh: M. Jebsen u. Gust. Diederichsen jr. <box>414 1482 710 1572</box>
directory-entry: — Heinr., Kaufm., Marienthalerstr. 129 <box>1074 1590 1290 1606</box>
directory-entry: — G. A. J., BCto: Vereinsb., Raboisen 101 <box>414 1373 647 1389</box>
directory-entry: Jelges — <box>744 1424 795 1440</box>
directory-entry: Javurek, C., Blumenbedarfsart., ☏ VI, 5269, Ausschlägerweg 21, ✉ 35 <box>84 1640 332 1672</box>
directory-entry: — Wwe., A., Näherin, Possmoorweg 15 <box>1074 323 1293 339</box>
directory-entry: Jeche, W., Agent, Grundstr. 32, ✉ 31 <box>744 183 945 198</box>
directory-entry: — Wwe. H., Bachstr. 101, ✉ 21 <box>744 338 920 354</box>
column-divider <box>1066 183 1067 2023</box>
directory-entry: — Frl. C., Telephonistin, Ritterstr. 63 <box>414 1279 618 1295</box>
directory-entry: — Gustav, ¹/F Jauchen & Höhn, Jordanstrasse 31, ✉ 23 <box>84 1068 388 1084</box>
directory-entry: Jeetze, Herm., Barbier, Eidelstedterweg 79 <box>744 494 977 510</box>
directory-entry: — W., Arbtr., Eilbecktal 72, ✉ 23 <box>1074 895 1258 911</box>
adjacent-page-strip <box>1510 70 1600 2110</box>
directory-entry: — Paul, Bureauchef, Bundespassage 7, ✉ 13 <box>744 1149 990 1165</box>
directory-entry: Jelenkiewicz Wwe., K., Bornstr. 24, ✉ 13 <box>744 1212 972 1228</box>
directory-entry: — Herm., Hilfsbremser, Stresowstr. 66, H. 1 <box>84 574 327 590</box>
directory-entry: — Gust., Wäscherei, Friedrichsbergerstrasse 79, ✉ 22 <box>1074 566 1369 582</box>
directory-column-2 <box>414 183 726 2023</box>
directory-entry: Jeberin, Heinr., Wagenf., Hornerlandstr. 300a, H. 7, ✉ 26 <box>414 1217 726 1233</box>
directory-entry: — Jebsen, G., Inh: Johs. Larink, Buchbinderei, BCto: Vereinsb., ☏ III, 7270, Raboisen 101, ✉ 1 <box>414 1326 706 1358</box>
directory-entry: Jaudzens, G., Arbtr., Marienstr. 7, ✉ 3 <box>84 1328 293 1344</box>
directory-entry: Jeising, Aug., Eisendreher, Wilhelminenstrasse 63, ✉ 4 <box>744 1118 1045 1134</box>
directory-entry: — Wwe., A., Petershampweg 19, ✉ 23 <box>1074 307 1288 323</box>
directory-entry: Jegler, H., Ingenieur Eppendorferweg 161 <box>744 588 973 604</box>
directory-entry: — Wwe., G. A., BCto: Deutsche B. Fil. Hbg., ☏ VI, 2682, am Langenzug 3, ✉ 21 <box>1074 1107 1365 1139</box>
directory-entry: Jenckel siehe auch Jencquel u. Jenkel <box>1074 276 1278 292</box>
directory-entry: Jenfeldt, W., Schlosser, Zeisigstr. 5, ✉ 22 <box>1074 1683 1300 1699</box>
directory-entry: Jehs, G., Kastellan, Kohlhöfen 19, ✉ 3 <box>744 993 956 1009</box>
directory-entry: Jedecke, J. Ch., Stauervize, Hufnerstr. 124 <box>744 307 975 323</box>
firm-entry: ⊙ Jastrow & Goslar, IR, Imp.-Kommission, BCto: Dresdner B., Bst: zw. Pf. 1 u. 24, T-Adr: Japsilk, ☏ IV, 2447, gr. Bäckerstr. 17, ✉ 1, Inh: Jos. Jastrow u. Bernh. Goslar <box>84 198 394 270</box>
directory-entry: Jelenko, Siegfried, Direktions-Stellvertreter d. Stadttheaters, ☏ III, 9044, gr. Allee 33, ✉ 5 <box>744 1258 1000 1290</box>
directory-entry: Jeansson — <box>414 306 480 322</box>
directory-entry: — A. F., Geschäftsführer, Marienthalerstrasse 17, ✉ 23 <box>1074 385 1376 401</box>
directory-entry: Jehring, E. u. H. Pechmann, Friseure, Bankstr. 2 B, ✉ 1 <box>744 837 1047 853</box>
footer-late-addresses-note: Verspätete Adressen auf blauem Papier <box>722 2044 1216 2069</box>
directory-entry: — Frl. Anna E., BCto: Vereinsb., ☏ V, 8421, Leinpfad 9, ✉ 39 <box>1074 1029 1376 1061</box>
directory-entry: — Jacob, Mittagstisch, Lübeckerstr. 41 <box>414 907 628 923</box>
directory-entry: Jeand'heur — <box>414 183 489 198</box>
firm-entry: ⊙ Jebsen & Jessen, IR, Ex- u. Import, BCto: C.- u. D.-B., Bst: Pf. 15/16, T-Adr: Hongjebsen, ☏ VI, 5118, gr. Bleichen 23/27, Zim. 235, ✉ 36, Inh: Jac. Jebsen, Apenrade u. J. H. Jessen, hier <box>414 1678 719 1768</box>
directory-entry: — Aug., Peter Marquard-Str. 4a, ✉ 39 <box>1074 354 1284 370</box>
